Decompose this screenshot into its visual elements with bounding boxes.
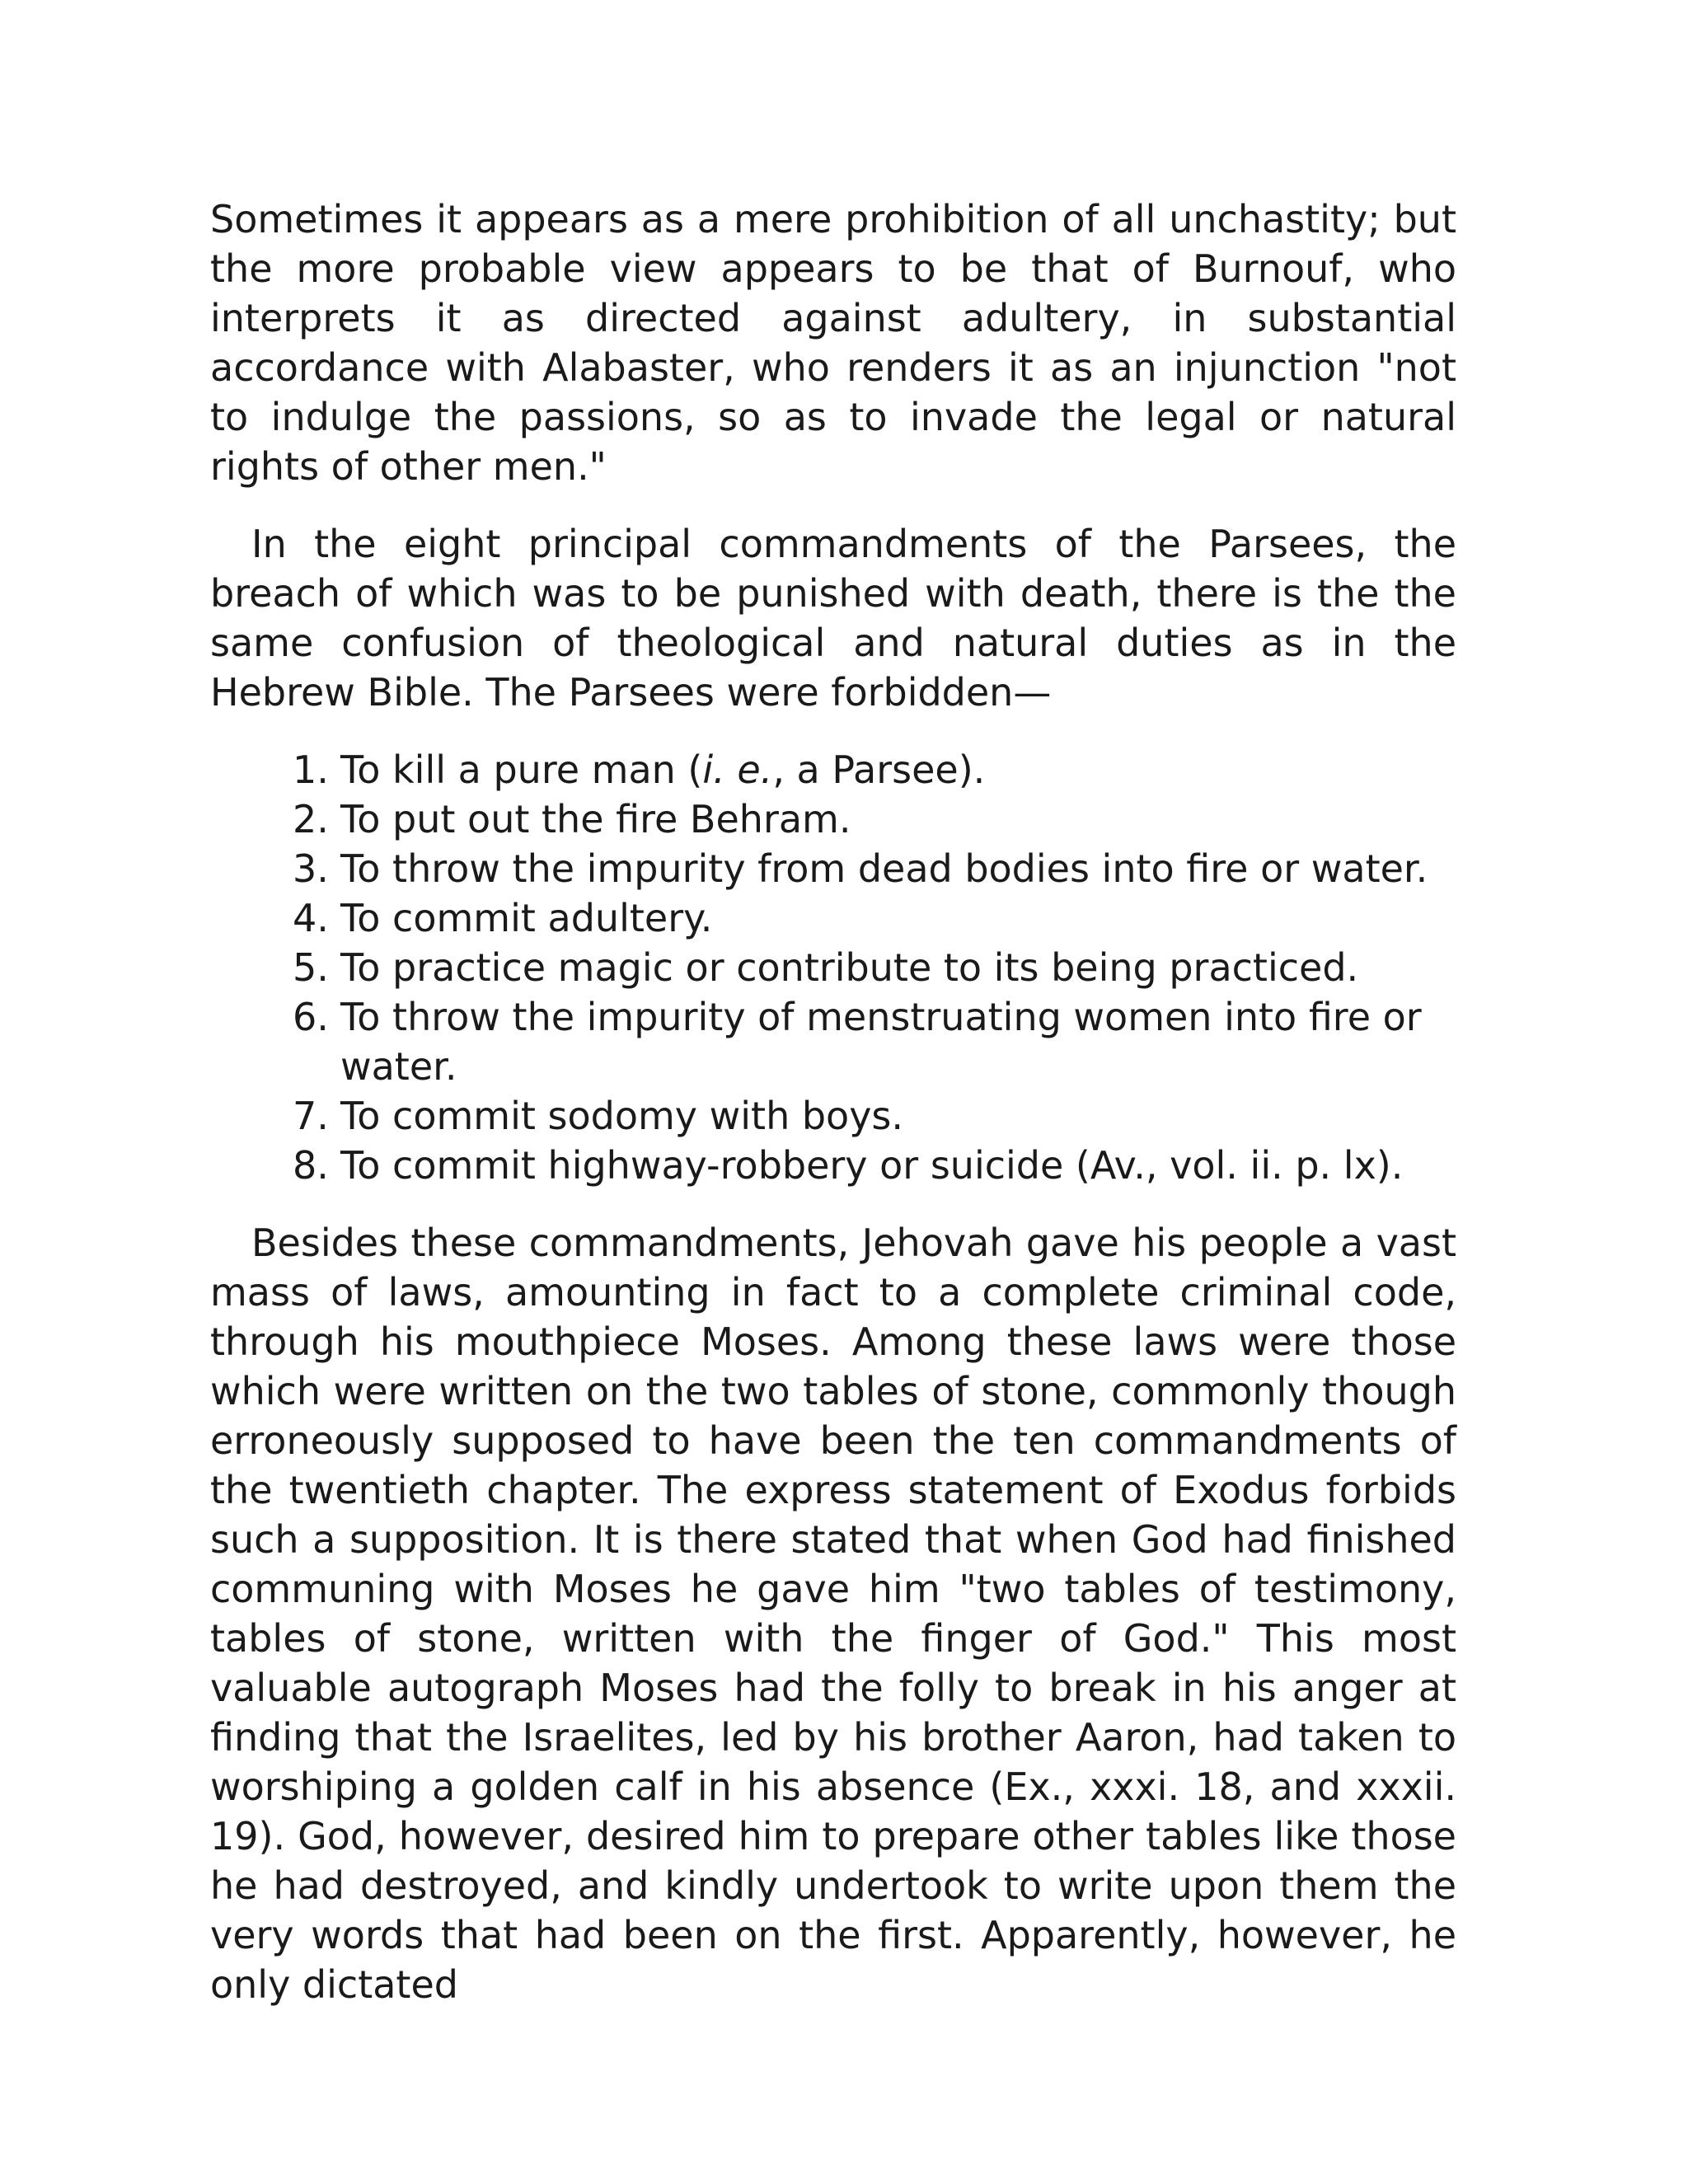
list-item-number: 4. bbox=[293, 896, 329, 940]
list-item-text: To practice magic or contribute to its being practiced. bbox=[340, 945, 1359, 990]
list-item bbox=[293, 745, 1456, 794]
paragraph-parsee-commandments-intro: In the eight principal commandments of the Parsees, the breach of which was to be punished with death, there is the the same confusion of theological and natural duties as in the Hebrew Bible. The Parsees were forbidden— bbox=[210, 522, 1456, 715]
list-item bbox=[293, 1141, 1456, 1190]
list-item-number: 1. bbox=[293, 748, 329, 792]
list-item-number: 2. bbox=[293, 797, 329, 841]
list-item bbox=[293, 844, 1456, 893]
paragraph-mosaic-laws: Besides these commandments, Jehovah gave his people a vast mass of laws, amounting in fact to a complete criminal code, through his mouthpiece Moses. Among these laws were those which were written on the two tables of stone, commonly though erroneously supposed to have been the ten commandments of the twentieth chapter. The express statement of Exodus forbids such a supposition. It is there stated that when God had finished communing with Moses he gave him "two tables of testimony, tables of stone, written with the finger of God." This most valuable autograph Moses had the folly to break in his anger at finding that the Israelites, led by his brother Aaron, had taken to worshiping a golden calf in his absence (Ex., xxxi. 18, and xxxii. 19). God, however, desired him to prepare other tables like those he had destroyed, and kindly undertook to write upon them the very words that had been on the first. Apparently, however, he only dictated bbox=[210, 1221, 1456, 2007]
list-item-text: To commit sodomy with boys. bbox=[340, 1094, 904, 1138]
list-item-number: 6. bbox=[293, 995, 329, 1039]
list-item bbox=[293, 992, 1456, 1091]
list-item bbox=[293, 893, 1456, 943]
list-item-text: To kill a pure man (i. e., a Parsee). bbox=[340, 748, 986, 792]
list-item bbox=[293, 1091, 1456, 1141]
list-item bbox=[293, 943, 1456, 992]
list-item-text: To commit highway-robbery or suicide (Av., vol. ii. p. lx). bbox=[340, 1143, 1404, 1188]
document-page bbox=[210, 194, 1456, 2009]
parsee-commandments-list bbox=[210, 745, 1456, 1190]
paragraph-burnouf: Sometimes it appears as a mere prohibition of all unchastity; but the more probable view appears to be that of Burnouf, who interprets it as directed against adultery, in substantial accordance with Alabaster, who renders it as an injunction "not to indulge the passions, so as to invade the legal or natural rights of other men." bbox=[210, 197, 1456, 489]
list-item-number: 3. bbox=[293, 846, 329, 891]
list-item-text: To commit adultery. bbox=[340, 896, 713, 940]
list-item-text: To throw the impurity of menstruating women into fire or water. bbox=[340, 995, 1422, 1089]
italic-abbreviation: i. e. bbox=[702, 748, 773, 792]
list-item-number: 5. bbox=[293, 945, 329, 990]
list-item-number: 8. bbox=[293, 1143, 329, 1188]
list-item-text: To put out the fire Behram. bbox=[340, 797, 851, 841]
list-item-number: 7. bbox=[293, 1094, 329, 1138]
list-item-text: To throw the impurity from dead bodies into fire or water. bbox=[340, 846, 1428, 891]
list-item bbox=[293, 794, 1456, 844]
